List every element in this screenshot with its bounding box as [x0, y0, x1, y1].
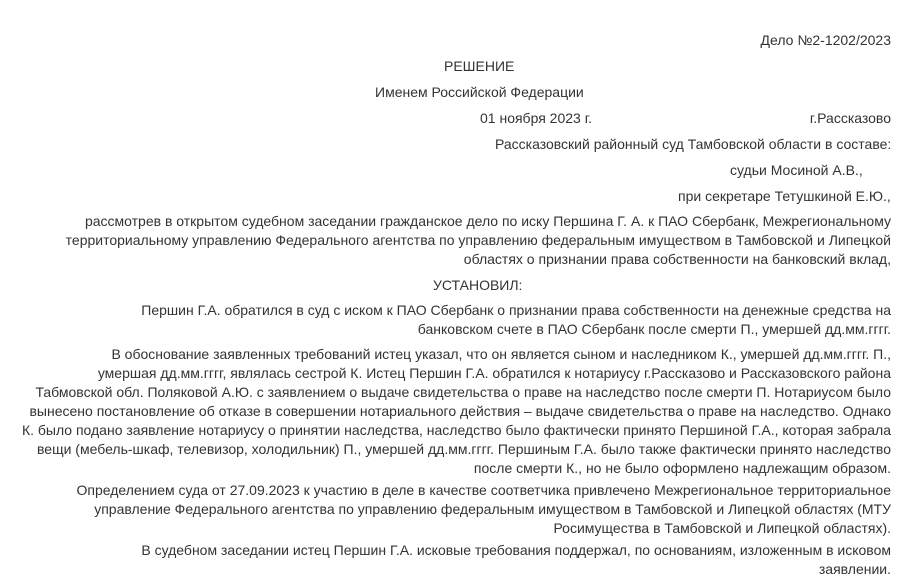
paragraph-line: заявлении.: [818, 561, 891, 577]
considered-line: областях о признании права собственности на банковский вклад,: [463, 251, 891, 267]
established-heading: УСТАНОВИЛ:: [433, 277, 523, 293]
paragraph-grounds: [0, 345, 891, 478]
paragraph-line: вещи (мебель-шкаф, телевизор, холодильник) П., умершей дд.мм.гггг. Першиным Г.А. было также фактически принято наследство: [37, 441, 891, 457]
paragraph-line: банковском счете в ПАО Сбербанк после смерти П., умершей дд.мм.гггг.: [417, 321, 891, 337]
document-subtitle: Именем Российской Федерации: [375, 84, 584, 100]
paragraph-line: вынесено постановление об отказе в совершении нотариального действия – выдаче свидетельства о праве на наследство. Однако: [29, 403, 891, 419]
paragraph-line: Першин Г.А. обратился в суд с иском к ПАО Сбербанк о признании права собственности на денежные средства на: [141, 302, 891, 318]
court-composition: Рассказовский районный суд Тамбовской области в составе:: [495, 136, 892, 152]
decision-city: г.Рассказово: [809, 110, 891, 126]
considered-paragraph: [0, 212, 891, 269]
paragraph-claim: [0, 301, 891, 339]
decision-date: 01 ноября 2023 г.: [480, 110, 592, 126]
case-number: Дело №2-1202/2023: [760, 32, 891, 48]
paragraph-line: после смерти К., но не было оформлено надлежащим образом.: [473, 460, 891, 476]
paragraph-co-defendant: [0, 481, 891, 538]
paragraph-line: Табмовской обл. Поляковой А.Ю. с заявлением о выдаче свидетельства о праве на наследство после смерти П. Нотариусом было: [35, 384, 891, 400]
paragraph-line: управление Федерального агентства по управлению федеральным имуществом в Тамбовской и Липецкой областях (МТУ: [94, 501, 891, 517]
paragraph-line: умершая дд.мм.гггг, являлась сестрой К. Истец Першин Г.А. обратился к нотариусу г.Рассказово и Рассказовского района: [97, 365, 891, 381]
secretary-line: при секретаре Тетушкиной Е.Ю.,: [678, 188, 891, 204]
judge-line: судьи Мосиной А.В.,: [730, 162, 863, 178]
paragraph-line: К. было подано заявление нотариусу о принятии наследства, наследство было фактически принято Першиной Г.А., которая забрала: [21, 422, 891, 438]
paragraph-line: В судебном заседании истец Першин Г.А. исковые требования поддержал, по основаниям, изложенным в исковом: [141, 542, 891, 558]
paragraph-hearing: [0, 541, 891, 579]
considered-line: рассмотрев в открытом судебном заседании гражданское дело по иску Першина Г. А. к ПАО Сбербанк, Межрегиональному: [84, 213, 891, 229]
considered-line: территориальному управлению Федерального агентства по управлению федеральным имуществом в Тамбовской и Липецкой: [65, 232, 891, 248]
paragraph-line: Определением суда от 27.09.2023 к участию в деле в качестве соответчика привлечено Межрегиональное территориальное: [76, 482, 891, 498]
paragraph-line: Росимущества в Тамбовской и Липецкой областях).: [553, 520, 891, 536]
date-city-row: [0, 109, 891, 128]
document-title: РЕШЕНИЕ: [444, 58, 515, 74]
paragraph-line: В обоснование заявленных требований истец указал, что он является сыном и наследником К., умершей дд.мм.гггг. П.,: [111, 346, 891, 362]
